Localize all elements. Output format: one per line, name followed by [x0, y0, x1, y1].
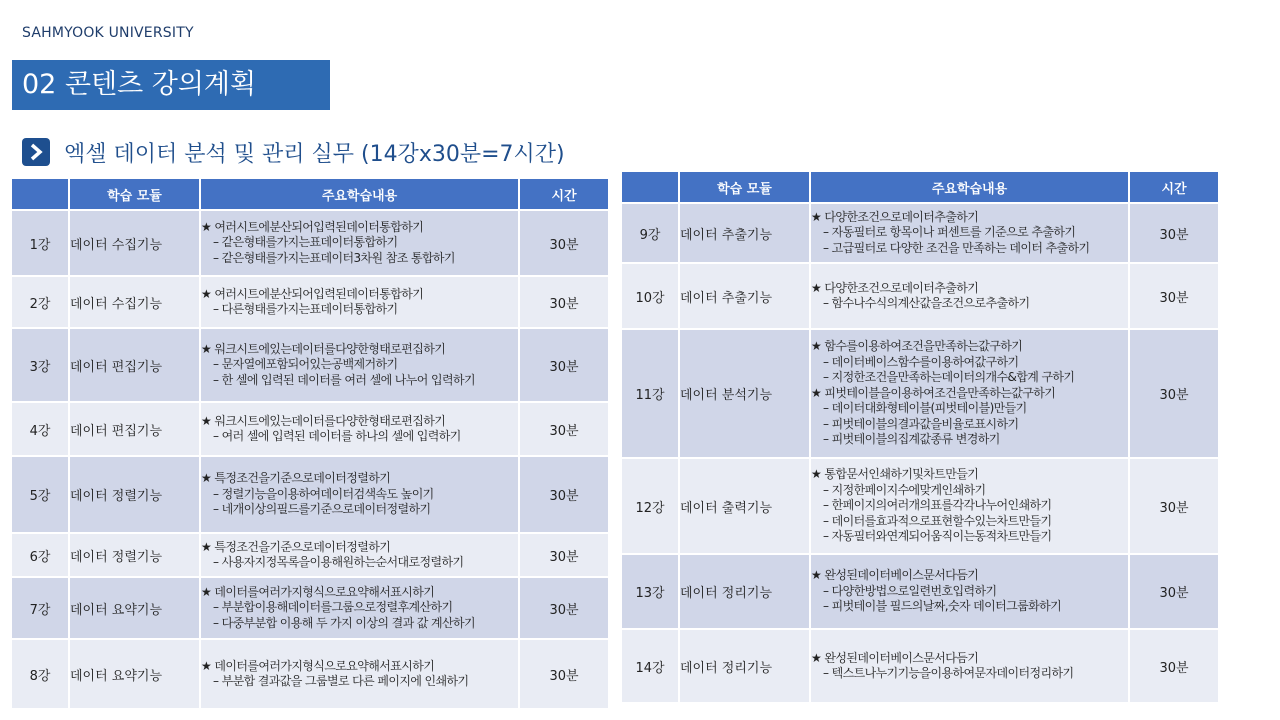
content-subtopic: – 정렬기능을이용하여데이터검색속도 높이기: [213, 486, 434, 501]
table-row: [12, 277, 608, 327]
content-subtopic: – 같은형태를가지는표데이터통합하기: [213, 235, 398, 250]
content-subtopic: – 문자열에포함되어있는공백제거하기: [213, 357, 398, 372]
table-row: [622, 204, 1218, 262]
lecture-time: 30분: [1130, 555, 1218, 628]
module-name: 데이터 정리기능: [680, 630, 809, 702]
subtitle-block: [22, 136, 565, 168]
content-subtopic: – 한 셀에 입력된 데이터를 여러 셀에 나누어 입력하기: [213, 372, 475, 387]
content-topic: ★ 특정조건을기준으로데이터정렬하기: [201, 539, 391, 554]
header-lecture: [622, 172, 678, 202]
learning-content: [811, 264, 1128, 328]
content-subtopic: – 고급필터로 다양한 조건을 만족하는 데이터 추출하기: [823, 240, 1090, 255]
lecture-number: 3강: [12, 329, 68, 401]
table-row: [622, 330, 1218, 457]
lecture-time: 30분: [1130, 459, 1218, 553]
content-topic: ★ 다양한조건으로데이터추출하기: [811, 280, 979, 295]
content-subtopic: – 다양한방법으로일련번호입력하기: [823, 583, 997, 598]
lecture-time: 30분: [1130, 204, 1218, 262]
lecture-number: 13강: [622, 555, 678, 628]
content-subtopic: – 부분합 결과값을 그룹별로 다른 페이지에 인쇄하기: [213, 674, 469, 688]
table-row: [622, 264, 1218, 328]
content-topic: ★ 데이터를여러가지형식으로요약해서표시하기: [201, 658, 435, 673]
content-subtopic: – 부분합이용해데이터를그룹으로정렬후계산하기: [213, 600, 453, 615]
lecture-number: 2강: [12, 277, 68, 327]
learning-content: [201, 640, 518, 708]
learning-content: [201, 277, 518, 327]
lecture-number: 6강: [12, 534, 68, 576]
module-name: 데이터 정렬기능: [70, 534, 199, 576]
table-row: [622, 630, 1218, 702]
table-row: [12, 578, 608, 638]
learning-content: [201, 534, 518, 576]
header-content: 주요학습내용: [201, 179, 518, 209]
table-row: [12, 403, 608, 455]
content-topic: ★ 통합문서인쇄하기및차트만들기: [811, 467, 979, 482]
table-row: [12, 211, 608, 275]
content-subtopic: – 자동필터와연계되어움직이는동적차트만들기: [823, 529, 1052, 544]
module-name: 데이터 편집기능: [70, 329, 199, 401]
lecture-time: 30분: [520, 329, 608, 401]
content-topic: ★ 데이터를여러가지형식으로요약해서표시하기: [201, 584, 435, 599]
lecture-number: 14강: [622, 630, 678, 702]
lecture-number: 9강: [622, 204, 678, 262]
section-title: 02 콘텐츠 강의계획: [12, 60, 330, 110]
learning-content: [811, 204, 1128, 262]
content-subtopic: – 자동필터로 항목이나 퍼센트를 기준으로 추출하기: [823, 225, 1076, 240]
university-name: SAHMYOOK UNIVERSITY: [22, 25, 194, 41]
content-subtopic: – 다른형태를가지는표데이터통합하기: [213, 302, 398, 316]
header-module: 학습 모듈: [680, 172, 809, 202]
lecture-time: 30분: [1130, 264, 1218, 328]
lecture-time: 30분: [520, 578, 608, 638]
content-subtopic: – 사용자지정목록을이용해원하는순서대로정렬하기: [213, 555, 464, 569]
learning-content: [201, 211, 518, 275]
content-topic: ★ 워크시트에있는데이터를다양한형태로편집하기: [201, 341, 446, 356]
table-row: [12, 329, 608, 401]
content-topic: ★ 완성된데이터베이스문서다듬기: [811, 650, 979, 665]
content-subtopic: – 함수나수식의계산값을조건으로추출하기: [823, 296, 1030, 310]
header-time: 시간: [520, 179, 608, 209]
content-topic: ★ 완성된데이터베이스문서다듬기: [811, 568, 979, 583]
chevron-right-icon: [22, 138, 50, 166]
content-topic: ★ 여러시트에분산되어입력된데이터통합하기: [201, 286, 424, 301]
learning-content: [201, 403, 518, 455]
module-name: 데이터 추출기능: [680, 204, 809, 262]
lecture-number: 12강: [622, 459, 678, 553]
module-name: 데이터 정리기능: [680, 555, 809, 628]
learning-content: [811, 630, 1128, 702]
module-name: 데이터 요약기능: [70, 640, 199, 708]
content-subtopic: – 피벗테이블 필드의날짜,숫자 데이터그룹화하기: [823, 599, 1062, 614]
lecture-number: 7강: [12, 578, 68, 638]
course-subtitle: 엑셀 데이터 분석 및 관리 실무 (14강x30분=7시간): [64, 141, 565, 167]
table-row: [12, 457, 608, 532]
content-subtopic: – 데이터대화형테이블(피벗테이블)만들기: [823, 401, 1027, 416]
learning-content: [811, 330, 1128, 457]
table-row: [12, 534, 608, 576]
lecture-number: 5강: [12, 457, 68, 532]
lecture-time: 30분: [520, 277, 608, 327]
lecture-number: 1강: [12, 211, 68, 275]
header-content: 주요학습내용: [811, 172, 1128, 202]
content-subtopic: – 네개이상의필드를기준으로데이터정렬하기: [213, 502, 431, 517]
lecture-plan-table-left: [10, 177, 610, 710]
table-row: [12, 640, 608, 708]
content-subtopic: – 지정한조건을만족하는데이터의개수&합계 구하기: [823, 370, 1075, 385]
content-topic: ★ 함수를이용하여조건을만족하는값구하기: [811, 339, 1023, 354]
learning-content: [811, 555, 1128, 628]
lecture-time: 30분: [1130, 330, 1218, 457]
module-name: 데이터 추출기능: [680, 264, 809, 328]
table-row: [622, 555, 1218, 628]
content-subtopic: – 데이터베이스함수를이용하여값구하기: [823, 354, 1019, 369]
lecture-time: 30분: [520, 457, 608, 532]
content-subtopic: – 한페이지의여러개의표를각각나누어인쇄하기: [823, 498, 1052, 513]
lecture-plan-table-right: [620, 170, 1220, 704]
lecture-number: 4강: [12, 403, 68, 455]
content-subtopic: – 피벗테이블의집계값종류 변경하기: [823, 432, 1000, 447]
module-name: 데이터 편집기능: [70, 403, 199, 455]
content-subtopic: – 텍스트나누기기능을이용하여문자데이터정리하기: [823, 666, 1074, 680]
content-subtopic: – 지정한페이지수에맞게인쇄하기: [823, 482, 986, 497]
content-subtopic: – 같은형태를가지는표데이터3차원 참조 통합하기: [213, 250, 455, 265]
content-topic: ★ 다양한조건으로데이터추출하기: [811, 209, 979, 224]
lecture-time: 30분: [520, 640, 608, 708]
lecture-time: 30분: [1130, 630, 1218, 702]
lecture-number: 8강: [12, 640, 68, 708]
module-name: 데이터 요약기능: [70, 578, 199, 638]
module-name: 데이터 정렬기능: [70, 457, 199, 532]
content-topic: ★ 피벗테이블을이용하여조건을만족하는값구하기: [811, 385, 1056, 400]
table-row: [622, 459, 1218, 553]
lecture-number: 10강: [622, 264, 678, 328]
lecture-number: 11강: [622, 330, 678, 457]
module-name: 데이터 분석기능: [680, 330, 809, 457]
learning-content: [201, 329, 518, 401]
header-lecture: [12, 179, 68, 209]
content-subtopic: – 데이터를효과적으로표현할수있는차트만들기: [823, 513, 1052, 528]
learning-content: [811, 459, 1128, 553]
content-topic: ★ 특정조건을기준으로데이터정렬하기: [201, 471, 391, 486]
learning-content: [201, 578, 518, 638]
lecture-time: 30분: [520, 211, 608, 275]
content-topic: ★ 워크시트에있는데이터를다양한형태로편집하기: [201, 413, 446, 428]
module-name: 데이터 수집기능: [70, 277, 199, 327]
header-module: 학습 모듈: [70, 179, 199, 209]
content-subtopic: – 피벗테이블의결과값을비율로표시하기: [823, 416, 1019, 431]
header-time: 시간: [1130, 172, 1218, 202]
content-subtopic: – 여러 셀에 입력된 데이터를 하나의 셀에 입력하기: [213, 429, 461, 443]
content-subtopic: – 다중부분합 이용해 두 가지 이상의 결과 값 계산하기: [213, 615, 475, 630]
lecture-time: 30분: [520, 534, 608, 576]
module-name: 데이터 출력기능: [680, 459, 809, 553]
learning-content: [201, 457, 518, 532]
lecture-time: 30분: [520, 403, 608, 455]
module-name: 데이터 수집기능: [70, 211, 199, 275]
content-topic: ★ 여러시트에분산되어입력된데이터통합하기: [201, 219, 424, 234]
